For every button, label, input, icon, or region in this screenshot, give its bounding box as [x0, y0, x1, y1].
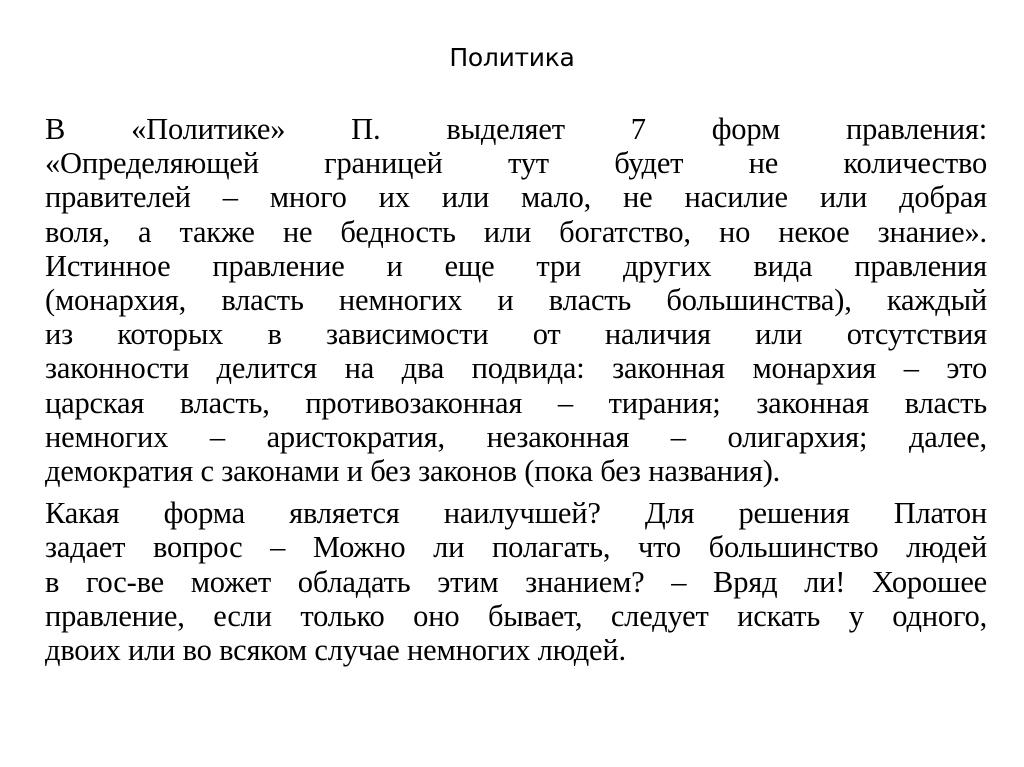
paragraph-best-form: [45, 496, 987, 667]
text-line: из которых в зависимости от наличия или отсутствия: [45, 317, 987, 352]
text-line: правление, если только оно бывает, следует искать у одного,: [45, 598, 987, 633]
paragraph-forms-of-government: [45, 112, 987, 488]
text-line: демократия с законами и без законов (пока без названия).: [45, 454, 781, 489]
text-line: Какая форма является наилучшей? Для решения Платон: [45, 496, 987, 531]
text-line: в гос-ве может обладать этим знанием? – Вряд ли! Хорошее: [45, 564, 987, 599]
text-line: В «Политике» П. выделяет 7 форм правления:: [45, 112, 987, 146]
text-line: Истинное правление и еще три других вида правления: [45, 248, 987, 283]
text-line: царская власть, противозаконная – тирания; законная власть: [45, 385, 987, 420]
text-line: законности делится на два подвида: законная монархия – это: [45, 351, 987, 386]
slide-title: Политика: [449, 43, 575, 72]
text-line: воля, а также не бедность или богатство, но некое знание».: [45, 214, 987, 249]
text-line: правителей – много их или мало, не насилие или добрая: [45, 180, 987, 215]
slide-body: [45, 112, 987, 667]
text-line: двоих или во всяком случае немногих людей.: [45, 633, 626, 668]
text-line: задает вопрос – Можно ли полагать, что большинство людей: [45, 530, 987, 565]
text-line: немногих – аристократия, незаконная – олигархия; далее,: [45, 419, 987, 454]
text-line: «Определяющей границей тут будет не количество: [45, 146, 987, 181]
text-line: (монархия, власть немногих и власть большинства), каждый: [45, 283, 987, 318]
